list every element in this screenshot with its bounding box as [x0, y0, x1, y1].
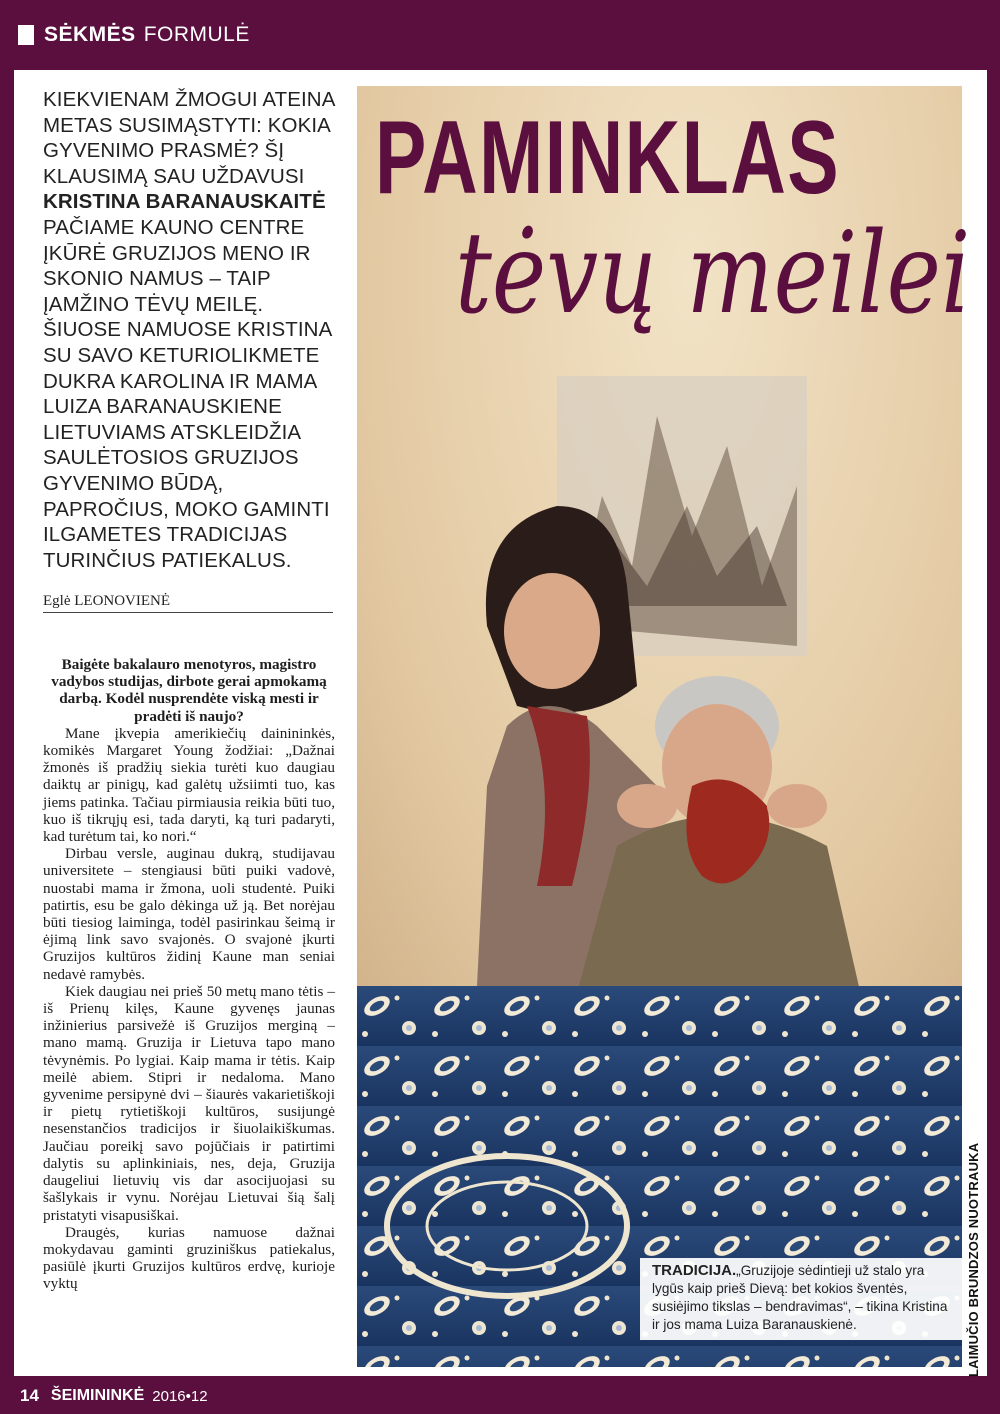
author-byline: Eglė LEONOVIENĖ	[43, 593, 333, 613]
lead-text-1: KIEKVIENAM ŽMOGUI ATEINA METAS SUSIMĄSTYTI: KOKIA GYVENIMO PRASMĖ? ŠĮ KLAUSIMĄ SAU UŽDAVUSI	[43, 88, 335, 188]
caption-label: TRADICIJA.	[652, 1262, 737, 1279]
photo-caption	[640, 1258, 962, 1340]
article-title: PAMINKLAS	[375, 100, 841, 216]
article-paragraph: Draugės, kurias namuose dažnai mokydavau gaminti gruziniškus patiekalus, pasiūlė įkurti Gruzijos kultūros erdvę, kurioje vyktų	[43, 1223, 335, 1293]
left-border	[0, 0, 14, 1414]
section-subname: FORMULĖ	[143, 23, 250, 46]
caption-text: „Gruzijoje sėdintieji už stalo yra lygūs kaip prieš Dievą: bet kokios šventės, susiėjimo tikslas – bendravimas“, – tikina Kristina ir jos mama Luiza Baranauskienė.	[652, 1263, 948, 1332]
section-tag	[18, 22, 250, 48]
lead-text-2: PAČIAME KAUNO CENTRE ĮKŪRĖ GRUZIJOS MENO IR SKONIO NAMUS – TAIP ĮAMŽINO TĖVŲ MEILĘ. ŠIUOSE NAMUOSE KRISTINA SU SAVO KETURIOLIKMETE DUKRA KAROLINA IR MAMA LUIZA BARANAUSKIENE LIETUVIAMS ATSKLEIDŽIA SAULĖTOSIOS GRUZIJOS GYVENIMO BŪDĄ, PAPROČIUS, MOKO GAMINTI ILGAMETES TRADICIJAS TURINČIUS PATIEKALUS.	[43, 215, 332, 572]
section-name: SĖKMĖS	[44, 23, 136, 46]
right-border	[987, 70, 1000, 1376]
photo-credit: LAIMUČIO BRUNDZOS NUOTRAUKA	[966, 1142, 981, 1377]
page-footer	[20, 1385, 208, 1407]
magazine-name: ŠEIMININKĖ	[50, 1387, 145, 1404]
lead-paragraph	[43, 87, 343, 573]
article-paragraph: Mane įkvepia amerikiečių dainininkės, komikės Margaret Young žodžiai: „Dažnai žmonės iš pradžių siekia turėti kuo daugiau daiktų ar pinigų, kad galėtų užsiimti tuo, kas jiems patinka. Tačiau pirmiausia reikia būti tuo, kuo iš tikrųjų esi, tada daryti, ką turi padaryti, kad turėtum tai, ko nori.“	[43, 724, 335, 846]
interview-question: Baigėte bakalauro menotyros, magistro vadybos studijas, dirbote gerai apmokamą darbą. Kodėl nusprendėte viską mesti ir pradėti iš naujo?	[51, 656, 327, 725]
article-title-script: tėvų meilei	[455, 209, 971, 339]
article-paragraph: Kiek daugiau nei prieš 50 metų mano tėtis – iš Prienų kilęs, Kaune gyvenęs jaunas inžinierius parsivežė iš Gruzijos merginą – mano mamą. Gruzija ir Lietuva tapo mano tėvynėmis. Po lygiai. Kaip mama ir tėtis. Kaip meilė abiem. Stipri ir nedaloma. Mano gyvenime persipynė dvi – šiaurės vakarietiškoji ir pietų rytietiškoji kultūros, susijungė nesenstančios tradicijos ir šiuolaikiškumas. Jaučiau poreikį savo pojūčiais ir patirtimi dalytis su aplinkiniais, nes, deja, Gruzija daugeliui lietuvių vis dar asocijuojasi su šašlykais ir vynu. Norėjau Lietuvai šią šalį pristatyti visapusiškai.	[43, 982, 335, 1224]
article-paragraph: Dirbau versle, auginau dukrą, studijavau universitete – stengiausi būti puiki vadovė, nuostabi mama ir žmona, uoli studentė. Puiki patirtis, esu be galo dėkinga už ją. Bet norėjau būti tiesiog laiminga, todėl pasirinkau šeimą ir ėjimą link savo svajonės. O svajonė įkurti Gruzijos kultūros židinį Kaune man seniai nedavė ramybės.	[43, 845, 335, 983]
article-body	[43, 656, 335, 1293]
lead-name: KRISTINA BARANAUSKAITĖ	[43, 190, 326, 214]
section-square-icon	[18, 25, 34, 45]
issue-number: 2016•12	[152, 1387, 208, 1405]
page-number: 14	[20, 1386, 39, 1405]
